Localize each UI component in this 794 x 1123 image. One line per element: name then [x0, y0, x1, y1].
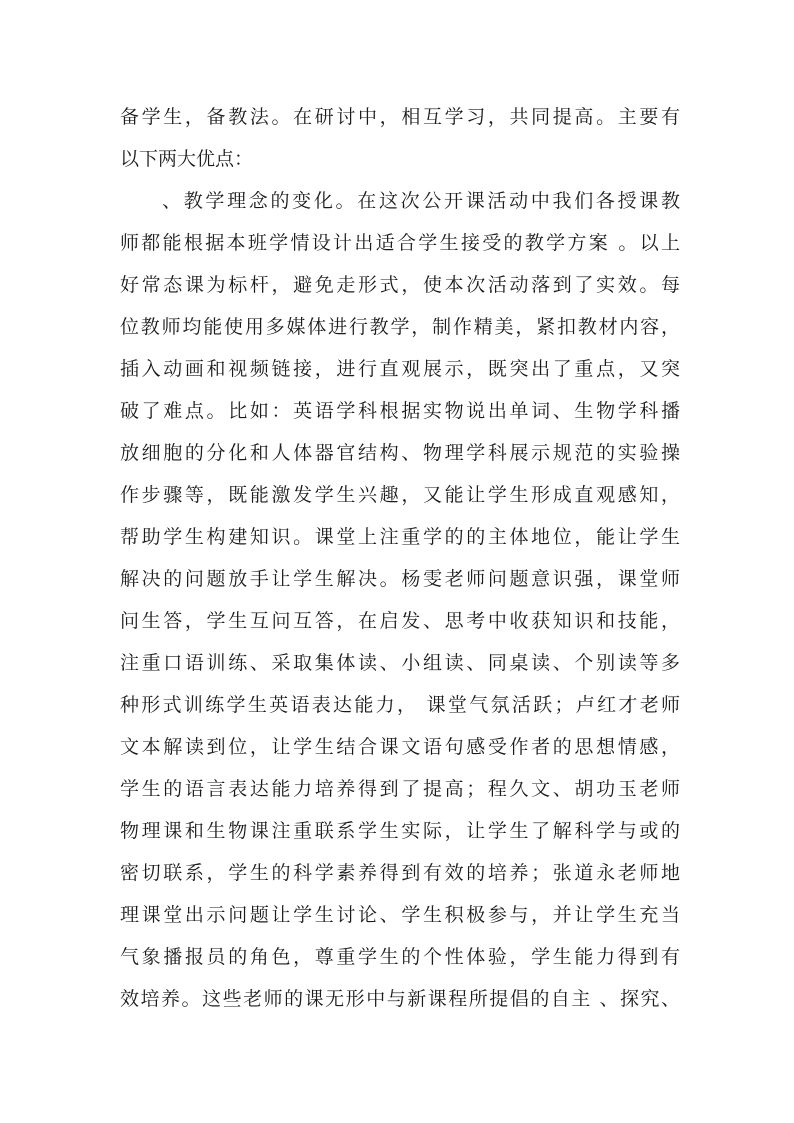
- paragraph-2-line-9: 帮助学生构建知识。课堂上注重学的的主体地位，能让学生: [120, 526, 680, 548]
- paragraph-2-line-4: 位教师均能使用多媒体进行教学，制作精美，紧扣教材内容，: [120, 316, 680, 338]
- paragraph-2-line-18: 理课堂出示问题让学生讨论、学生积极参与，并让学生充当: [120, 904, 680, 926]
- paragraph-2-line-17: 密切联系，学生的科学素养得到有效的培养；张道永老师地: [120, 862, 680, 884]
- paragraph-2-line-12: 注重口语训练、采取集体读、小组读、同桌读、个别读等多: [120, 652, 680, 674]
- paragraph-2-line-10: 解决的问题放手让学生解决。杨雯老师问题意识强，课堂师: [120, 568, 680, 590]
- paragraph-2-line-13: 种形式训练学生英语表达能力， 课堂气氛活跃；卢红才老师: [120, 694, 680, 716]
- paragraph-2-line-14: 文本解读到位，让学生结合课文语句感受作者的思想情感，: [120, 736, 680, 758]
- paragraph-1-line-2: 以下两大优点：: [120, 148, 254, 170]
- paragraph-2-line-19: 气象播报员的角色，尊重学生的个性体验，学生能力得到有: [120, 946, 680, 968]
- paragraph-2-line-5: 插入动画和视频链接，进行直观展示，既突出了重点，又突: [120, 358, 680, 380]
- paragraph-2-line-20: 效培养。这些老师的课无形中与新课程所提倡的自主 、探究、: [120, 988, 680, 1010]
- paragraph-2-line-11: 问生答，学生互问互答，在启发、思考中收获知识和技能，: [120, 610, 680, 632]
- paragraph-2-line-3: 好常态课为标杆，避免走形式，使本次活动落到了实效。每: [120, 274, 680, 296]
- paragraph-2-line-8: 作步骤等，既能激发学生兴趣，又能让学生形成直观感知，: [120, 484, 680, 506]
- paragraph-2-line-1: 、教学理念的变化。在这次公开课活动中我们各授课教: [162, 190, 680, 212]
- paragraph-1-line-1: 备学生，备教法。在研讨中，相互学习，共同提高。主要有: [120, 106, 680, 128]
- paragraph-2-line-16: 物理课和生物课注重联系学生实际，让学生了解科学与或的: [120, 820, 680, 842]
- paragraph-2-line-2: 师都能根据本班学情设计出适合学生接受的教学方案 。以上: [120, 232, 680, 254]
- paragraph-2-line-15: 学生的语言表达能力培养得到了提高；程久文、胡功玉老师: [120, 778, 680, 800]
- paragraph-2-line-7: 放细胞的分化和人体器官结构、物理学科展示规范的实验操: [120, 442, 680, 464]
- paragraph-2-line-6: 破了难点。比如：英语学科根据实物说出单词、生物学科播: [120, 400, 680, 422]
